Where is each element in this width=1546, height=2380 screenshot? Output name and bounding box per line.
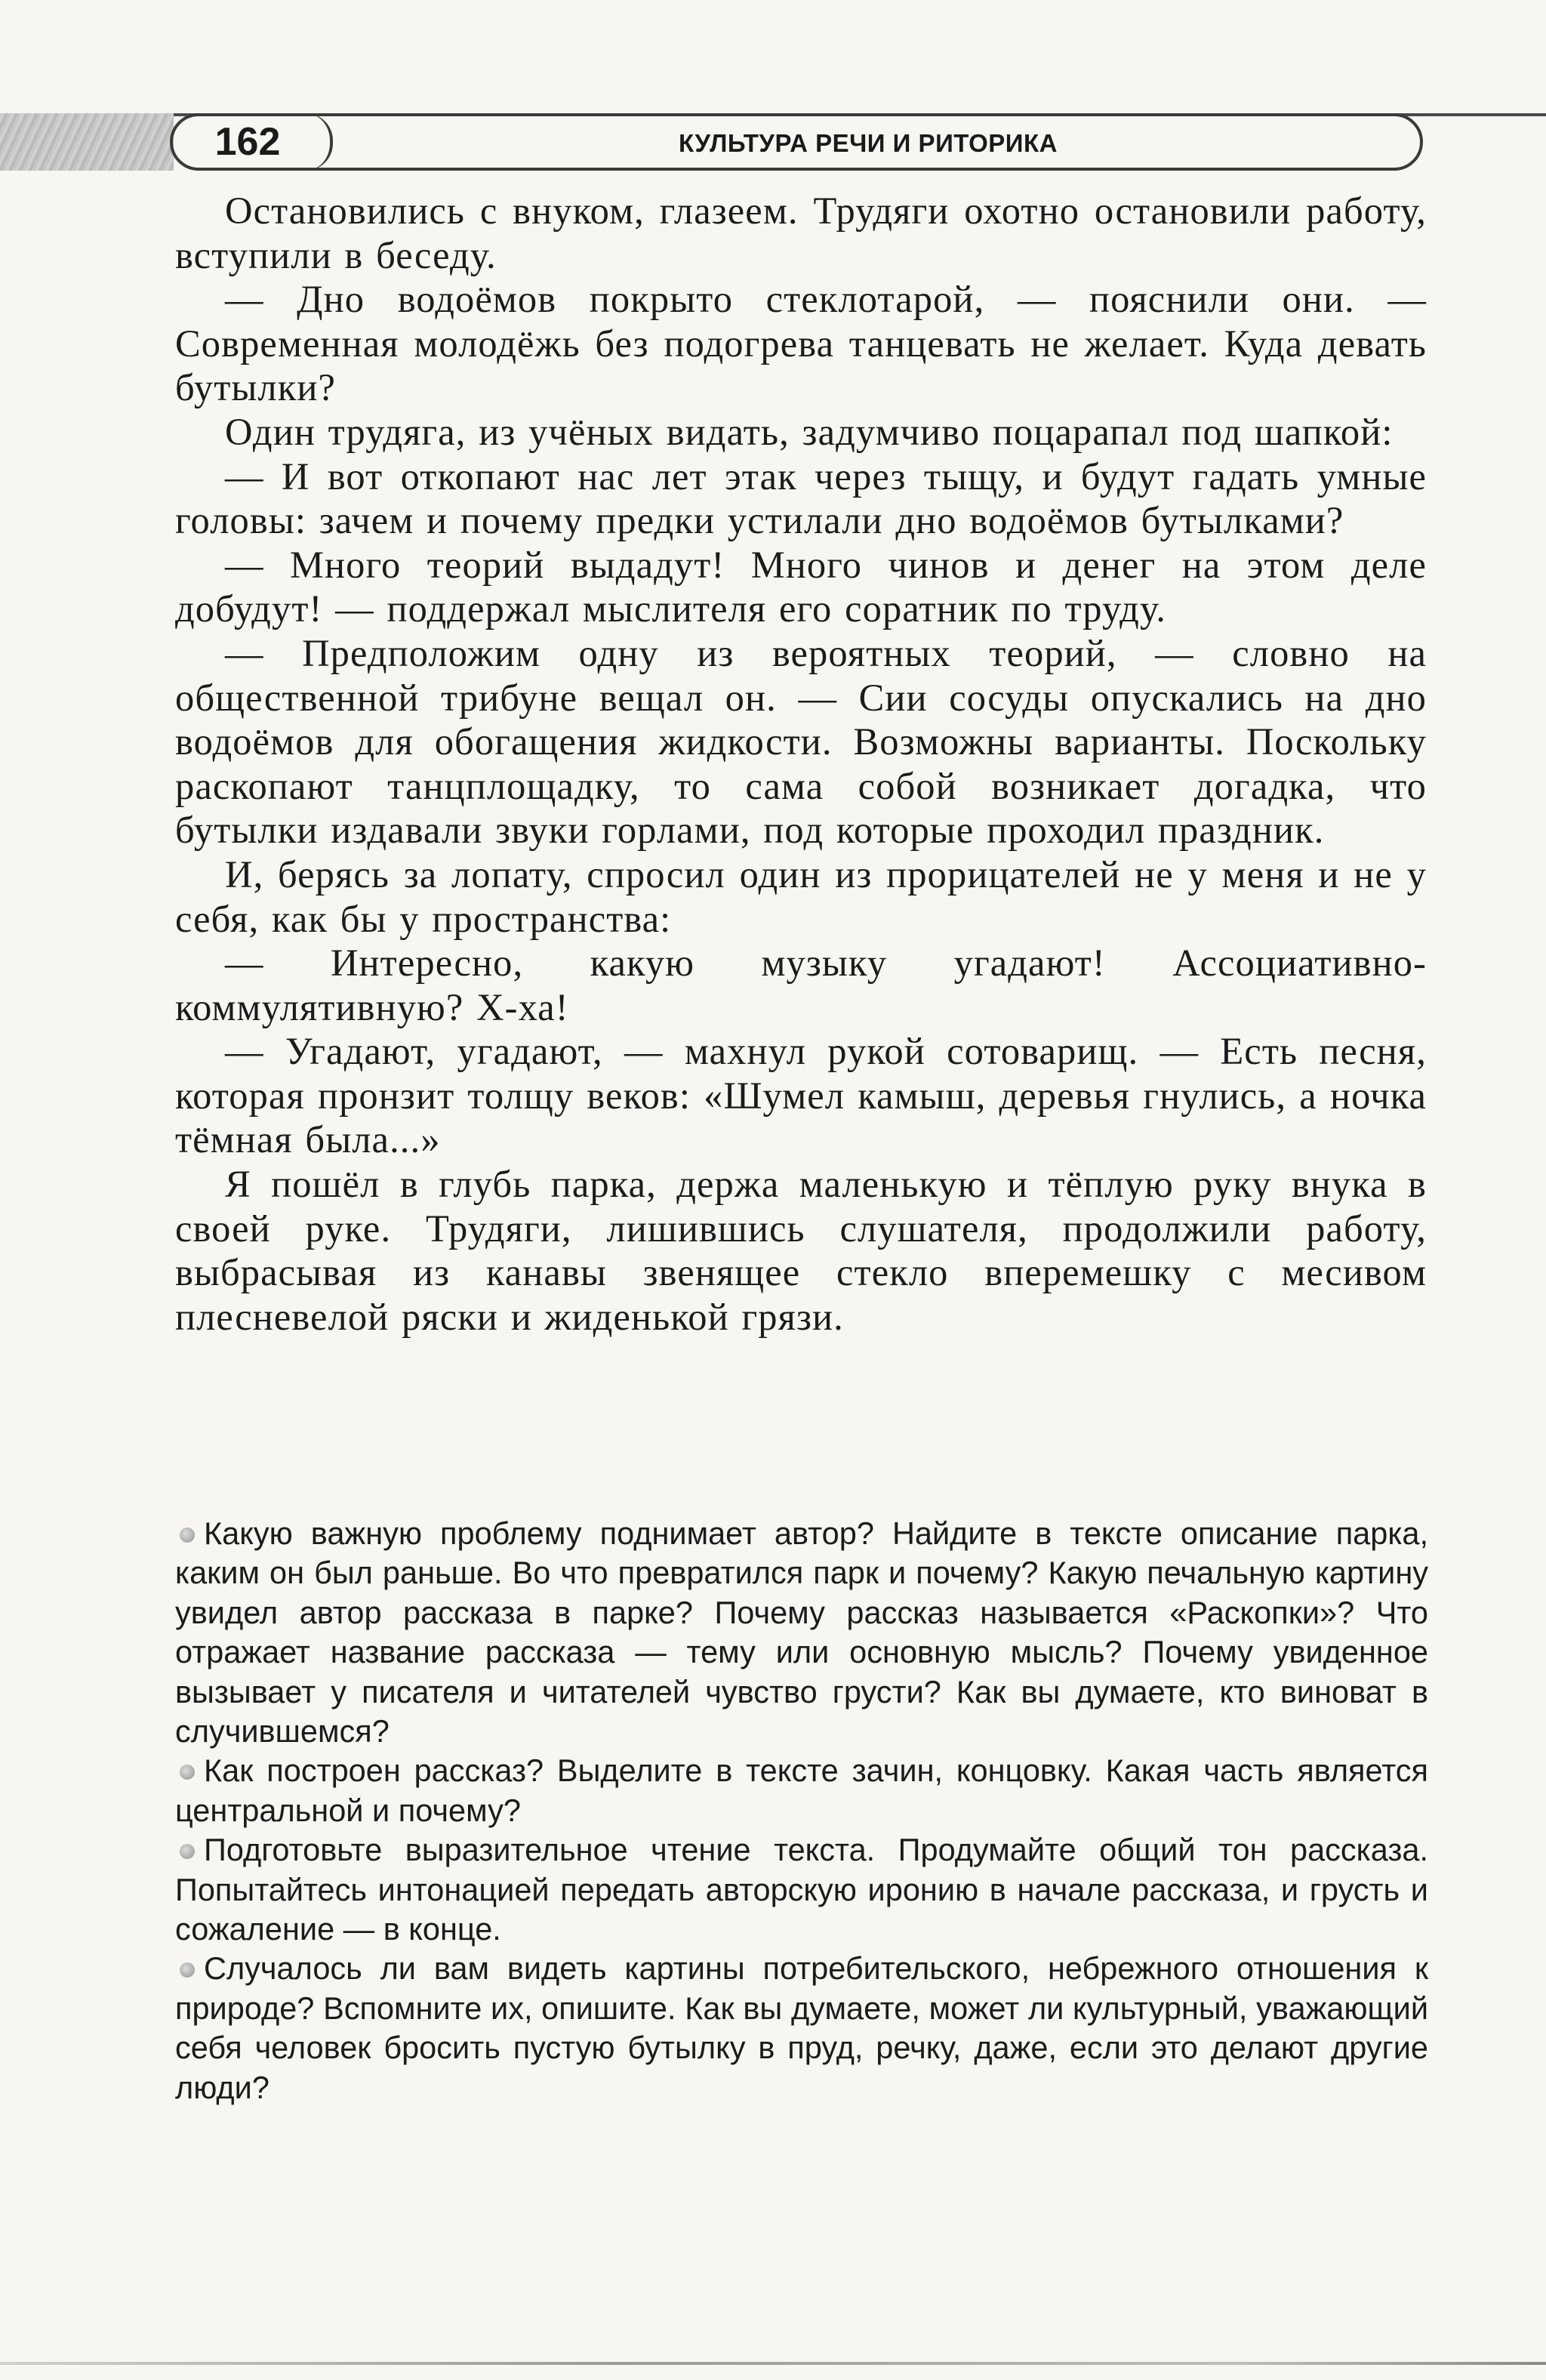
page-bottom-edge bbox=[0, 2362, 1546, 2365]
story-paragraph: — Угадают, угадают, — махнул рукой сотоварищ. — Есть песня, которая пронзит толщу веков: «Шумел камыш, деревья гнулись, а ночка тёмная была...» bbox=[175, 1030, 1427, 1161]
story-paragraph: — Интересно, какую музыку угадают! Ассоциативно-коммулятивную? Х-ха! bbox=[175, 942, 1427, 1028]
running-title: КУЛЬТУРА РЕЧИ И РИТОРИКА bbox=[679, 129, 1058, 157]
bullet-icon bbox=[180, 1528, 195, 1543]
story-paragraph: И, берясь за лопату, спросил один из прорицателей не у меня и не у себя, как бы у пространства: bbox=[175, 852, 1427, 940]
story-paragraph: — Предположим одну из вероятных теорий, — словно на общественной трибуне вещал он. — Сии сосуды опускались на дно водоёмов для обогащения жидкости. Возможны варианты. Поскольку раскопают танцплощадку, то сама собой возникает догадка, что бутылки издавали звуки горлами, под которые проходил праздник. bbox=[175, 631, 1427, 852]
bullet-icon bbox=[180, 1844, 195, 1859]
question-text: Какую важную проблему поднимает автор? Найдите в тексте описание парка, каким он был раньше. Во что превратился парк и почему? Какую печальную картину увидел автор рассказа в парке? Почему рассказ называется «Раскопки»? Что отражает название рассказа — тему или основную мысль? Почему увиденное вызывает у писателя и читателей чувство грусти? Как вы думаете, кто виноват в случившемся? bbox=[175, 1515, 1428, 1750]
question-text: Подготовьте выразительное чтение текста. Продумайте общий тон рассказа. Попытайтесь интонацией передать авторскую иронию в начале рассказа, и грусть и сожаление — в конце. bbox=[175, 1832, 1428, 1947]
question-item bbox=[175, 1949, 1428, 2107]
header-decorative-band bbox=[0, 113, 174, 171]
story-text bbox=[175, 189, 1427, 1339]
question-item bbox=[175, 1514, 1428, 1751]
story-paragraph: Один трудяга, из учёных видать, задумчиво поцарапал под шапкой: bbox=[225, 410, 1394, 453]
question-item bbox=[175, 1751, 1428, 1830]
bullet-icon bbox=[180, 1765, 195, 1780]
question-item bbox=[175, 1830, 1428, 1949]
story-paragraph: — Много теорий выдадут! Много чинов и денег на этом деле добудут! — поддержал мыслителя его соратник по труду. bbox=[175, 543, 1427, 630]
story-paragraph: Я пошёл в глубь парка, держа маленькую и тёплую руку внука в своей руке. Трудяги, лишившись слушателя, продолжили работу, выбрасывая из канавы звенящее стекло вперемешку с месивом плесневелой ряски и жиденькой грязи. bbox=[175, 1163, 1427, 1338]
story-paragraph: — И вот откопают нас лет этак через тыщу, и будут гадать умные головы: зачем и почему предки устилали дно водоёмов бутылками? bbox=[175, 455, 1427, 542]
question-text: Случалось ли вам видеть картины потребительского, небрежного отношения к природе? Вспомните их, опишите. Как вы думаете, может ли культурный, уважающий себя человек бросить пустую бутылку в пруд, речку, даже, если это делают другие люди? bbox=[175, 1950, 1428, 2105]
story-paragraph: — Дно водоёмов покрыто стеклотарой, — пояснили они. — Современная молодёжь без подогрева танцевать не желает. Куда девать бутылки? bbox=[175, 278, 1427, 409]
bullet-icon bbox=[180, 1962, 195, 1978]
question-text: Как построен рассказ? Выделите в тексте зачин, концовку. Какая часть является центральной и почему? bbox=[175, 1753, 1428, 1828]
study-questions bbox=[175, 1514, 1428, 2107]
story-paragraph: Остановились с внуком, глазеем. Трудяги охотно остановили работу, вступили в беседу. bbox=[175, 190, 1427, 276]
page-number: 162 bbox=[214, 120, 281, 164]
